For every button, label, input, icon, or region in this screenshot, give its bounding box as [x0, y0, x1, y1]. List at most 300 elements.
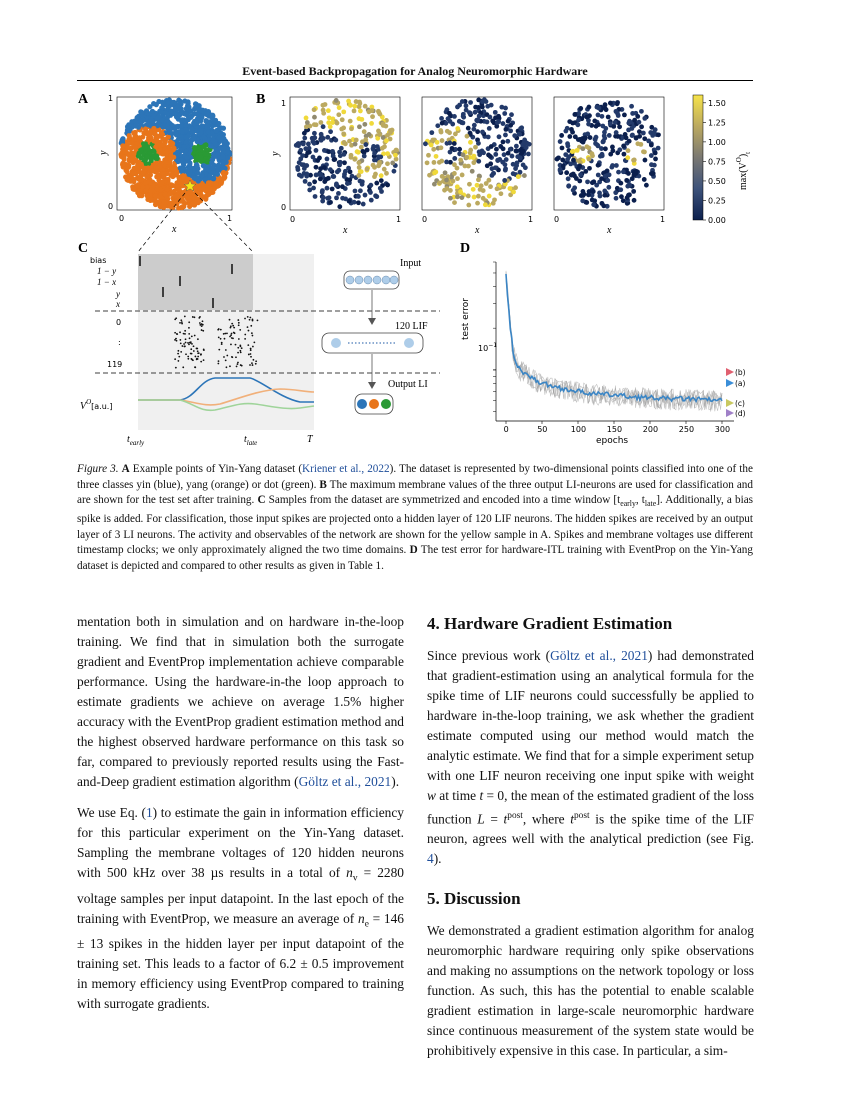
data-point — [379, 189, 384, 194]
spike-dot — [231, 356, 233, 358]
data-point — [493, 165, 498, 170]
data-point — [120, 136, 125, 141]
panel-b-ylabel: y — [270, 151, 281, 156]
hidden-tick-119: 119 — [107, 360, 123, 369]
input-row-bias: bias — [90, 256, 107, 265]
data-point — [522, 173, 527, 178]
data-point — [455, 105, 460, 110]
data-point — [560, 158, 565, 163]
data-point — [220, 160, 225, 165]
spike-dot — [197, 356, 199, 358]
data-point — [176, 187, 181, 192]
data-point — [374, 181, 379, 186]
input-window-shade — [138, 254, 253, 310]
spike-dot — [240, 352, 242, 354]
data-point — [618, 187, 623, 192]
spike-dot — [184, 316, 186, 318]
data-point — [216, 135, 221, 140]
data-point — [488, 184, 493, 189]
run-trace — [506, 273, 722, 410]
data-point — [223, 139, 228, 144]
data-point — [148, 197, 153, 202]
data-point — [169, 182, 174, 187]
data-point — [177, 143, 182, 148]
spike-dot — [189, 342, 191, 344]
data-point — [642, 150, 647, 155]
data-point — [632, 118, 637, 123]
data-point — [155, 156, 160, 161]
spike-dot — [239, 329, 241, 331]
spike-dot — [217, 363, 219, 365]
data-point — [444, 178, 449, 183]
data-point — [617, 147, 622, 152]
data-point — [488, 115, 493, 120]
spike-dot — [233, 327, 235, 329]
text-run: L — [477, 811, 485, 827]
data-point — [214, 128, 219, 133]
net-hidden-label: 120 LIF — [395, 321, 428, 332]
data-point — [129, 140, 134, 145]
spike-dot — [244, 338, 246, 340]
data-point — [314, 173, 319, 178]
data-point — [153, 144, 158, 149]
data-point — [131, 186, 136, 191]
data-point — [438, 128, 443, 133]
data-point — [430, 138, 435, 143]
data-point — [139, 110, 144, 115]
data-point — [191, 136, 196, 141]
data-point — [646, 138, 651, 143]
data-point — [318, 176, 323, 181]
data-point — [304, 124, 309, 129]
data-point — [458, 158, 463, 163]
data-point — [508, 186, 513, 191]
data-point — [357, 124, 362, 129]
data-point — [157, 163, 162, 168]
data-point — [577, 179, 582, 184]
data-point — [181, 204, 186, 209]
data-point — [131, 151, 136, 156]
data-point — [321, 195, 326, 200]
data-point — [390, 161, 395, 166]
data-point — [448, 196, 453, 201]
data-point — [435, 123, 440, 128]
hidden-tick-0: 0 — [116, 318, 122, 327]
data-point — [613, 120, 618, 125]
data-point — [604, 107, 609, 112]
data-point — [445, 129, 450, 134]
panel-c — [78, 241, 440, 447]
data-point — [429, 143, 434, 148]
data-point — [318, 166, 323, 171]
spike-dot — [250, 353, 252, 355]
data-point — [132, 119, 137, 124]
data-point — [206, 129, 211, 134]
data-point — [322, 179, 327, 184]
spike-dot — [189, 337, 191, 339]
data-point — [194, 163, 199, 168]
data-point — [475, 183, 480, 188]
spike-dot — [231, 337, 233, 339]
data-point — [487, 194, 492, 199]
spike-dot — [225, 359, 227, 361]
data-point — [354, 138, 359, 143]
data-point — [343, 196, 348, 201]
text-run: Since previous work ( — [427, 648, 551, 663]
spike-dot — [237, 352, 239, 354]
data-point — [174, 132, 179, 137]
data-point — [477, 150, 482, 155]
data-point — [331, 174, 336, 179]
text-run: Samples from the dataset are symmetrized and encoded into a time window [t — [265, 494, 621, 507]
data-point — [193, 105, 198, 110]
data-point — [334, 182, 339, 187]
data-point — [614, 109, 619, 114]
data-point — [160, 180, 165, 185]
spike-dot — [179, 339, 181, 341]
text-run: v — [352, 873, 358, 884]
left-column — [77, 612, 404, 1025]
data-point — [304, 172, 309, 177]
data-point — [296, 141, 301, 146]
spike-dot — [253, 341, 255, 343]
data-point — [155, 187, 160, 192]
data-point — [476, 141, 481, 146]
data-point — [560, 146, 565, 151]
network-diagram — [322, 258, 428, 414]
text-run: = 146 ± 13 spikes in the hidden layer per input datapoint of the training set. This leads to a factor of 6.2 ± 0.5 improvement in memory efficiency using EventProp compared to training with surrogate gradients. — [77, 910, 404, 1012]
spike-dot — [201, 323, 203, 325]
data-point — [608, 101, 613, 106]
input-node — [390, 276, 398, 284]
text-run: B — [319, 478, 327, 491]
text-run: early — [620, 499, 636, 509]
data-point — [626, 128, 631, 133]
data-point — [453, 132, 458, 137]
data-point — [649, 162, 654, 167]
data-point — [626, 121, 631, 126]
data-point — [606, 185, 611, 190]
data-point — [594, 124, 599, 129]
data-point — [447, 141, 452, 146]
text-run: ). — [391, 774, 400, 789]
spike-dot — [237, 347, 239, 349]
data-point — [137, 192, 142, 197]
input-node — [373, 276, 381, 284]
panel-d-label: D — [460, 241, 471, 256]
data-point — [649, 143, 654, 148]
data-point — [459, 195, 464, 200]
spike-dot — [180, 342, 182, 344]
data-point — [567, 134, 572, 139]
data-point — [468, 148, 473, 153]
x-tick-label: 0 — [503, 425, 509, 434]
data-point — [624, 178, 629, 183]
spike-dot — [176, 333, 178, 335]
text-run: , t — [635, 494, 645, 507]
data-point — [162, 141, 167, 146]
data-point — [312, 107, 317, 112]
data-point — [614, 196, 619, 201]
spike-dot — [231, 323, 233, 325]
data-point — [195, 171, 200, 176]
colorbar-label: $\max(V^O)_t$ — [735, 151, 752, 190]
data-point — [446, 116, 451, 121]
run-trace — [506, 271, 722, 412]
data-point — [360, 179, 365, 184]
data-point — [297, 173, 302, 178]
data-point — [467, 182, 472, 187]
data-point — [184, 194, 189, 199]
data-point — [160, 100, 165, 105]
spike-dot — [232, 325, 234, 327]
spike-dot — [250, 348, 252, 350]
spike-dot — [255, 360, 257, 362]
data-point — [653, 127, 658, 132]
data-point — [432, 182, 437, 187]
text-run: mentation both in simulation and on hardware in-the-loop training. We find that in simulation both the surrogate gradient and EventProp implementation achieve comparable performance. Using the hardware-in-the loop approach to estimate gradients we achieve on average 1.5% higher accuracy with the EventProp gradient estimation method and the highest observed hardware performance on this task so far, compared to previously reported results using the Fast-and-Deep gradient estimation algorithm ( — [77, 614, 404, 789]
spike-dot — [248, 354, 250, 356]
spike-dot — [240, 345, 242, 347]
data-point — [629, 104, 634, 109]
panel-b-label: B — [256, 92, 266, 107]
spike-dot — [174, 358, 176, 360]
t-end-label: T — [307, 434, 313, 445]
spike-dot — [183, 343, 185, 345]
data-point — [131, 130, 136, 135]
running-header: Event-based Backpropagation for Analog Neuromorphic Hardware — [242, 64, 588, 78]
panel-d-xticks — [504, 421, 730, 434]
data-point — [211, 138, 216, 143]
input-node — [364, 276, 372, 284]
data-point — [653, 157, 658, 162]
legend-marker-icon — [726, 379, 734, 387]
data-point — [476, 105, 481, 110]
data-point — [222, 173, 227, 178]
input-row-1-x: 1 − x — [97, 277, 117, 287]
input-row-1-y: 1 − y — [97, 266, 117, 276]
data-point — [384, 171, 389, 176]
caption-body — [77, 463, 753, 572]
t-late-label: $t_{late}$ — [244, 434, 258, 447]
data-point — [314, 148, 319, 153]
data-point — [385, 183, 390, 188]
spike-dot — [202, 320, 204, 322]
data-point — [577, 159, 582, 164]
data-point — [121, 155, 126, 160]
data-point — [348, 103, 353, 108]
spike-dot — [220, 338, 222, 340]
text-run: ). — [433, 851, 442, 867]
data-point — [514, 149, 519, 154]
data-point — [457, 119, 462, 124]
text-run: A — [121, 463, 130, 475]
data-point — [342, 160, 347, 165]
text-run: ) had demonstrated that gradient-estimation using an analytical formula for the spike time of LIF neurons could successfully be applied to hardware in-the-loop training, we ask whether the gradient estimate computed using our method would match the analytic estimate. We find that for a simple experiment setup with one LIF neuron receiving one input spike with weight — [427, 648, 754, 783]
data-point — [221, 146, 226, 151]
data-point — [613, 190, 618, 195]
data-point — [301, 142, 306, 147]
data-point — [298, 156, 303, 161]
spike-dot — [199, 322, 201, 324]
data-point — [630, 176, 635, 181]
data-point — [483, 202, 488, 207]
data-point — [511, 190, 516, 195]
panel-b3-xtick-1: 1 — [660, 215, 666, 224]
citation-link[interactable]: Kriener et al., 2022 — [302, 463, 390, 475]
text-run: Example points of Yin-Yang dataset ( — [129, 463, 303, 475]
data-point — [307, 150, 312, 155]
data-point — [466, 126, 471, 131]
data-point — [172, 189, 177, 194]
spike-dot — [224, 333, 226, 335]
data-point — [490, 173, 495, 178]
data-point — [328, 129, 333, 134]
data-point — [650, 171, 655, 176]
data-point — [593, 137, 598, 142]
citation-link[interactable]: Göltz et al., 2021 — [298, 774, 392, 789]
citation-link[interactable]: Göltz et al., 2021 — [550, 648, 648, 663]
spike-dot — [203, 349, 205, 351]
spike-dot — [188, 333, 190, 335]
panel-b3-xtick-0: 0 — [554, 215, 560, 224]
data-point — [601, 203, 606, 208]
data-point — [312, 131, 317, 136]
data-point — [575, 148, 580, 153]
data-point — [621, 144, 626, 149]
spike-dot — [217, 329, 219, 331]
spike-dot — [230, 334, 232, 336]
x-tick-label: 150 — [606, 425, 623, 434]
text-run: We demonstrated a gradient estimation algorithm for analog neuromorphic hardware requiring only spike observations and making no assumptions on the network topology or loss function. As such, this has the potential to enable scalable gradient estimation in large-scale neuromorphic hardware since continuous measurement of the system state would be prohibitively expensive in this case. In particular, a sim- — [427, 923, 754, 1059]
data-point — [136, 151, 141, 156]
input-row-x: x — [116, 299, 120, 309]
data-point — [147, 104, 152, 109]
text-run: late — [644, 499, 657, 509]
data-point — [303, 146, 308, 151]
data-point — [643, 158, 648, 163]
data-point — [348, 119, 353, 124]
data-point — [359, 169, 364, 174]
spike-dot — [230, 344, 232, 346]
data-point — [169, 165, 174, 170]
data-point — [563, 152, 568, 157]
panel-b2-xtick-0: 0 — [422, 215, 428, 224]
data-point — [521, 141, 526, 146]
data-point — [160, 132, 165, 137]
data-point — [639, 109, 644, 114]
data-point — [385, 151, 390, 156]
data-point — [591, 179, 596, 184]
spike-dot — [179, 331, 181, 333]
data-point — [333, 138, 338, 143]
data-point — [186, 114, 191, 119]
spike-dot — [185, 338, 187, 340]
data-point — [452, 114, 457, 119]
data-point — [600, 152, 605, 157]
data-point — [302, 136, 307, 141]
data-point — [327, 195, 332, 200]
data-point — [432, 160, 437, 165]
text-run: = — [484, 811, 504, 827]
data-point — [215, 166, 220, 171]
citation-link[interactable]: 4 — [427, 851, 434, 867]
spike-dot — [184, 330, 186, 332]
citation-link[interactable]: 1 — [145, 805, 153, 820]
run-trace — [506, 281, 722, 410]
data-point — [337, 204, 342, 209]
data-point — [320, 188, 325, 193]
spike-dot — [247, 344, 249, 346]
data-point — [380, 146, 385, 151]
data-point — [335, 169, 340, 174]
data-point — [468, 140, 473, 145]
data-point — [377, 112, 382, 117]
data-point — [352, 104, 357, 109]
data-point — [335, 121, 340, 126]
data-point — [377, 160, 382, 165]
data-point — [373, 172, 378, 177]
data-point — [185, 134, 190, 139]
data-point — [566, 176, 571, 181]
data-point — [566, 183, 571, 188]
data-point — [464, 103, 469, 108]
text-run: ) to estimate the gain in information efficiency for this particular experiment on the Yin-Yang dataset. Sampling the membrane voltages of 120 hidden neurons with 500 kHz over 38 µs results in a total of — [77, 805, 404, 880]
data-point — [123, 162, 128, 167]
spike-dot — [226, 332, 228, 334]
section-4-heading: 4. Hardware Gradient Estimation — [427, 614, 673, 633]
data-point — [314, 122, 319, 127]
spike-dot — [249, 317, 251, 319]
data-point — [140, 134, 145, 139]
spike-dot — [251, 362, 253, 364]
spike-dot — [238, 324, 240, 326]
spike-dot — [249, 364, 251, 366]
data-point — [195, 116, 200, 121]
data-point — [381, 121, 386, 126]
panel-a-ytick-bottom: 0 — [108, 202, 114, 211]
data-point — [450, 146, 455, 151]
data-point — [325, 157, 330, 162]
spike-dot — [244, 334, 246, 336]
spike-dot — [221, 343, 223, 345]
data-point — [325, 135, 330, 140]
caption-figure-label: Figure 3. — [77, 463, 119, 475]
data-point — [570, 130, 575, 135]
panel-d-xlabel: epochs — [596, 436, 629, 446]
data-point — [359, 117, 364, 122]
spike-dot — [200, 353, 202, 355]
spike-dot — [176, 340, 178, 342]
data-point — [210, 113, 215, 118]
colorbar-tick-label: 1.25 — [708, 118, 726, 128]
data-point — [429, 130, 434, 135]
spike-dot — [225, 349, 227, 351]
data-point — [337, 150, 342, 155]
panel-b1-xlabel: x — [343, 225, 348, 236]
spike-dot — [226, 355, 228, 357]
data-point — [165, 111, 170, 116]
data-point — [472, 154, 477, 159]
data-point — [145, 193, 150, 198]
data-point — [225, 155, 230, 160]
data-point — [503, 166, 508, 171]
panel-b1-xtick-1: 1 — [396, 215, 402, 224]
data-point — [582, 192, 587, 197]
data-point — [165, 187, 170, 192]
colorbar — [693, 95, 703, 220]
data-point — [584, 144, 589, 149]
